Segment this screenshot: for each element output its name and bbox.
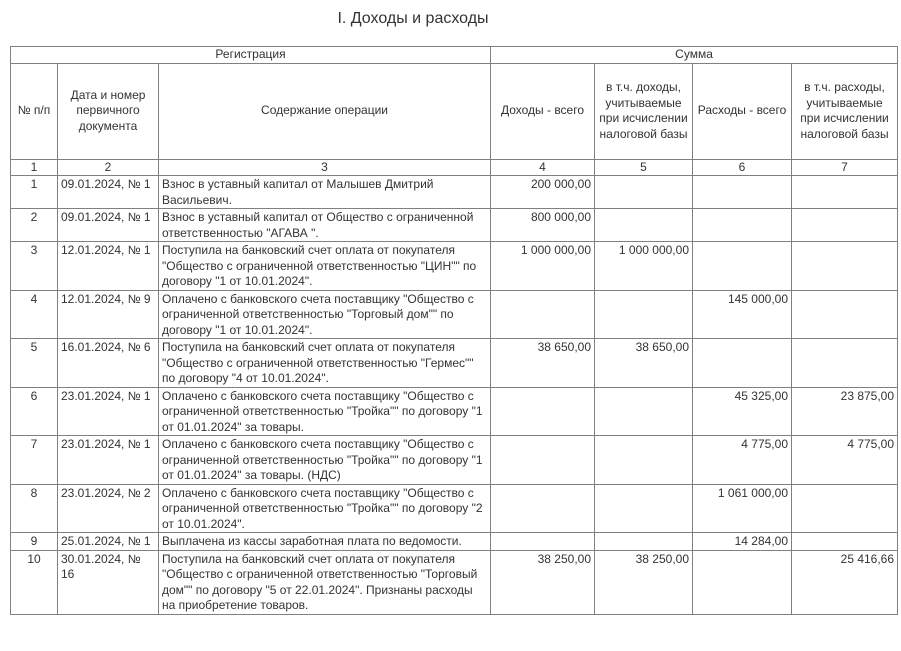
operation-content-cell: Оплачено с банковского счета поставщику "Общество с ограниченной ответственностью "Тройка"" по договору "2 от 10.01.2024".	[159, 484, 491, 533]
expense-taxable-cell: 25 416,66	[792, 550, 898, 614]
table-row	[11, 484, 898, 533]
expense-total-cell	[693, 550, 792, 614]
document-cell: 23.01.2024, № 1	[58, 436, 159, 485]
document-cell: 25.01.2024, № 1	[58, 533, 159, 551]
column-number: 1	[11, 159, 58, 176]
income-taxable-cell	[595, 436, 693, 485]
expense-total-cell	[693, 339, 792, 388]
income-taxable-cell	[595, 533, 693, 551]
column-number: 3	[159, 159, 491, 176]
table-row	[11, 436, 898, 485]
operation-content-cell: Оплачено с банковского счета поставщику "Общество с ограниченной ответственностью "Тройка"" по договору "1 от 01.01.2024" за товары.	[159, 387, 491, 436]
column-number: 5	[595, 159, 693, 176]
row-number-cell: 6	[11, 387, 58, 436]
document-cell: 09.01.2024, № 1	[58, 176, 159, 209]
income-taxable-cell: 38 650,00	[595, 339, 693, 388]
table-row	[11, 533, 898, 551]
row-number-cell: 9	[11, 533, 58, 551]
income-taxable-cell	[595, 387, 693, 436]
operation-content-cell: Оплачено с банковского счета поставщику "Общество с ограниченной ответственностью "Торговый дом"" по договору "1 от 10.01.2024".	[159, 290, 491, 339]
column-number: 6	[693, 159, 792, 176]
table-row	[11, 387, 898, 436]
income-total-cell	[491, 436, 595, 485]
operation-content-cell: Взнос в уставный капитал от Общество с ограниченной ответственностью "АГАВА ".	[159, 209, 491, 242]
column-number-row	[11, 159, 898, 176]
operation-content-cell: Взнос в уставный капитал от Малышев Дмитрий Васильевич.	[159, 176, 491, 209]
sum-header: Сумма	[491, 47, 898, 64]
operation-content-cell: Оплачено с банковского счета поставщику "Общество с ограниченной ответственностью "Тройка"" по договору "1 от 01.01.2024" за товары. (НДС)	[159, 436, 491, 485]
column-number: 7	[792, 159, 898, 176]
expense-taxable-cell	[792, 242, 898, 291]
row-number-cell: 7	[11, 436, 58, 485]
column-number: 2	[58, 159, 159, 176]
expense-taxable-cell: 23 875,00	[792, 387, 898, 436]
table-row	[11, 176, 898, 209]
expense-total-cell: 14 284,00	[693, 533, 792, 551]
expense-total-cell	[693, 209, 792, 242]
page-title: I. Доходы и расходы	[337, 10, 489, 27]
expense-taxable-cell	[792, 176, 898, 209]
row-number-cell: 4	[11, 290, 58, 339]
expense-taxable-cell	[792, 209, 898, 242]
document-cell: 09.01.2024, № 1	[58, 209, 159, 242]
row-number-cell: 10	[11, 550, 58, 614]
income-expense-table	[10, 46, 898, 615]
document-cell: 12.01.2024, № 1	[58, 242, 159, 291]
table-row	[11, 242, 898, 291]
expense-total-cell	[693, 242, 792, 291]
income-total-cell	[491, 290, 595, 339]
document-cell: 30.01.2024, № 16	[58, 550, 159, 614]
table-row	[11, 209, 898, 242]
income-total-cell: 1 000 000,00	[491, 242, 595, 291]
header-expense-taxable: в т.ч. расходы, учитываемые при исчислении налоговой базы	[792, 63, 898, 159]
table-row	[11, 339, 898, 388]
header-row-number: № п/п	[11, 63, 58, 159]
expense-total-cell	[693, 176, 792, 209]
column-header-row	[11, 63, 898, 159]
document-cell: 23.01.2024, № 2	[58, 484, 159, 533]
income-total-cell	[491, 387, 595, 436]
document-cell: 12.01.2024, № 9	[58, 290, 159, 339]
registration-header: Регистрация	[11, 47, 491, 64]
income-taxable-cell: 1 000 000,00	[595, 242, 693, 291]
expense-taxable-cell	[792, 484, 898, 533]
income-taxable-cell	[595, 176, 693, 209]
header-document: Дата и номер первичного документа	[58, 63, 159, 159]
row-number-cell: 3	[11, 242, 58, 291]
expense-taxable-cell: 4 775,00	[792, 436, 898, 485]
expense-taxable-cell	[792, 290, 898, 339]
expense-total-cell: 45 325,00	[693, 387, 792, 436]
expense-taxable-cell	[792, 533, 898, 551]
header-operation-content: Содержание операции	[159, 63, 491, 159]
row-number-cell: 2	[11, 209, 58, 242]
document-cell: 23.01.2024, № 1	[58, 387, 159, 436]
income-total-cell: 200 000,00	[491, 176, 595, 209]
income-taxable-cell: 38 250,00	[595, 550, 693, 614]
expense-total-cell: 1 061 000,00	[693, 484, 792, 533]
group-header-row	[11, 47, 898, 64]
operation-content-cell: Поступила на банковский счет оплата от покупателя "Общество с ограниченной ответственностью "Гермес"" по договору "4 от 10.01.2024".	[159, 339, 491, 388]
income-taxable-cell	[595, 290, 693, 339]
income-total-cell	[491, 484, 595, 533]
document-cell: 16.01.2024, № 6	[58, 339, 159, 388]
table-row	[11, 550, 898, 614]
table-row	[11, 290, 898, 339]
income-total-cell: 38 250,00	[491, 550, 595, 614]
income-taxable-cell	[595, 209, 693, 242]
operation-content-cell: Поступила на банковский счет оплата от покупателя "Общество с ограниченной ответственностью "Торговый дом"" по договору "5 от 22.01.2024". Признаны расходы на приобретение товаров.	[159, 550, 491, 614]
operation-content-cell: Поступила на банковский счет оплата от покупателя "Общество с ограниченной ответственностью "ЦИН"" по договору "1 от 10.01.2024".	[159, 242, 491, 291]
row-number-cell: 8	[11, 484, 58, 533]
income-taxable-cell	[595, 484, 693, 533]
income-total-cell	[491, 533, 595, 551]
income-total-cell: 38 650,00	[491, 339, 595, 388]
header-income-total: Доходы - всего	[491, 63, 595, 159]
header-income-taxable: в т.ч. доходы, учитываемые при исчислении налоговой базы	[595, 63, 693, 159]
expense-taxable-cell	[792, 339, 898, 388]
operation-content-cell: Выплачена из кассы заработная плата по ведомости.	[159, 533, 491, 551]
expense-total-cell: 145 000,00	[693, 290, 792, 339]
column-number: 4	[491, 159, 595, 176]
row-number-cell: 5	[11, 339, 58, 388]
income-total-cell: 800 000,00	[491, 209, 595, 242]
expense-total-cell: 4 775,00	[693, 436, 792, 485]
header-expense-total: Расходы - всего	[693, 63, 792, 159]
row-number-cell: 1	[11, 176, 58, 209]
